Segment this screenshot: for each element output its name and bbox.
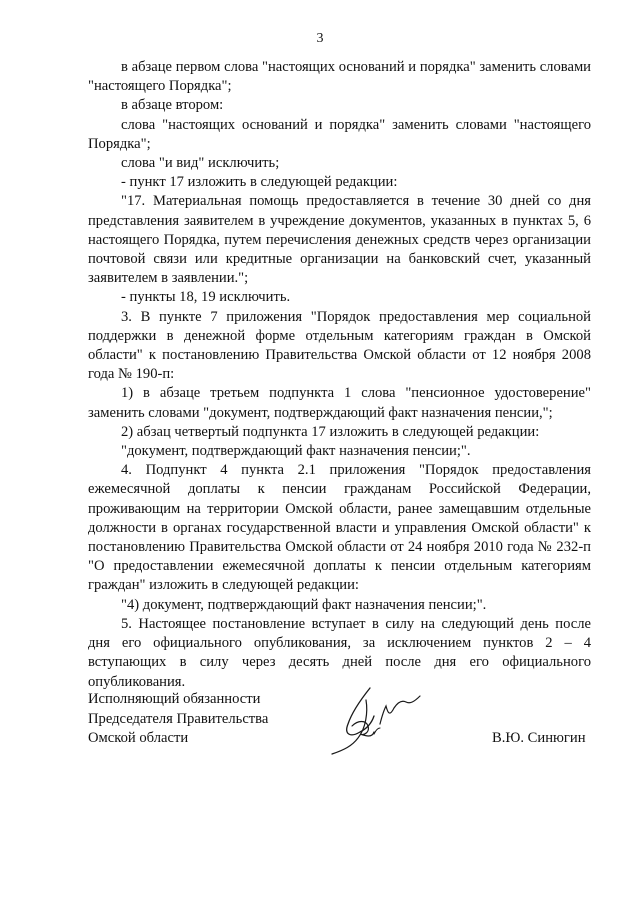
signatory-title-line: Омской области	[88, 730, 189, 746]
paragraph: в абзаце втором:	[121, 97, 224, 114]
paragraph: 5. Настоящее постановление вступает в силу на следующий день после дня его официального опубликования, за исключением пунктов 2 – 4 вступающих в силу через десять дней после дня его официального опубликования.	[88, 615, 591, 690]
signatory-title-line: Председателя Правительства	[88, 710, 269, 727]
paragraph: "4) документ, подтверждающий факт назначения пенсии;".	[121, 596, 487, 613]
signatory-title-line: Исполняющий обязанности	[88, 691, 261, 707]
document-body	[88, 58, 591, 692]
paragraph: "документ, подтверждающий факт назначения пенсии;".	[121, 443, 471, 460]
page-number: 3	[316, 31, 324, 46]
paragraph: 3. В пункте 7 приложения "Порядок предоставления мер социальной поддержки в денежной форме отдельным категориям граждан в Омской области" к постановлению Правительства Омской области от 12 ноября 2008 года № 190-п:	[88, 308, 591, 383]
paragraph: 1) в абзаце третьем подпункта 1 слова "пенсионное удостоверение" заменить словами "документ, подтверждающий факт назначения пенсии,";	[88, 385, 591, 421]
paragraph: 2) абзац четвертый подпункта 17 изложить в следующей редакции:	[121, 423, 540, 440]
handwritten-signature	[322, 676, 442, 756]
paragraph: 4. Подпункт 4 пункта 2.1 приложения "Порядок предоставления ежемесячной доплаты к пенсии гражданам Российской Федерации, проживающим на территории Омской области, ранее замещавшим отдельные должности в органах государственной власти и управления Омской области" к постановлению Правительства Омской области от 24 ноября 2010 года № 232-п "О предоставлении ежемесячной доплаты к пенсии отдельным категориям граждан" изложить в следующей редакции:	[88, 462, 591, 594]
paragraph: - пункт 17 изложить в следующей редакции:	[121, 174, 398, 191]
signer-name: В.Ю. Синюгин	[492, 730, 586, 746]
paragraph: слова "настоящих оснований и порядка" заменить словами "настоящего Порядка";	[88, 116, 591, 152]
signatory-title	[88, 690, 268, 749]
paragraph: - пункты 18, 19 исключить.	[121, 289, 291, 306]
paragraph: слова "и вид" исключить;	[121, 155, 280, 172]
paragraph: "17. Материальная помощь предоставляется в течение 30 дней со дня представления заявителем в учреждение документов, указанных в пунктах 5, 6 настоящего Порядка, путем перечисления денежных средств через организации почтовой связи или кредитные организации на банковский счет, указанный заявителем в заявлении.";	[88, 193, 591, 287]
paragraph: в абзаце первом слова "настоящих оснований и порядка" заменить словами "настоящего Порядка";	[88, 59, 591, 95]
